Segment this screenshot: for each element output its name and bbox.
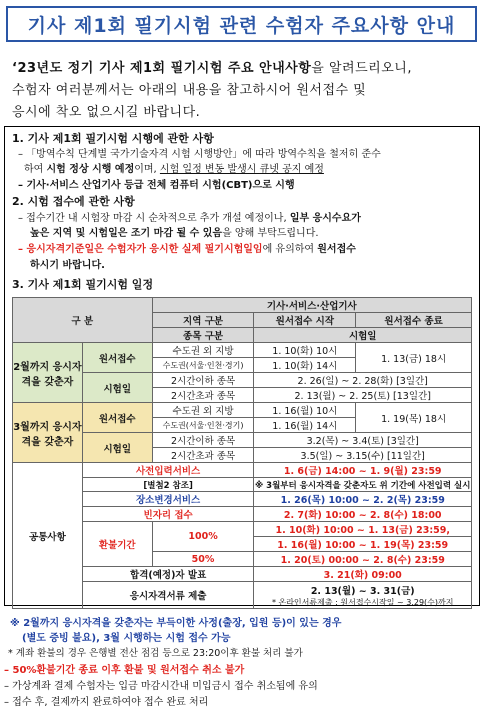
feb-under2: 2시간이하 종목 bbox=[152, 373, 254, 388]
pass-label: 합격(예정)자 발표 bbox=[82, 567, 254, 582]
mar-apply: 원서접수 bbox=[82, 403, 152, 433]
header-gubun: 구 분 bbox=[13, 298, 153, 343]
bottom-note1: ※ 2월까지 응시자격을 갖춘자는 부득이한 사정(출장, 입원 등)이 있는 경우 bbox=[10, 618, 342, 629]
mar-exam2: 3.5(일) ~ 3.15(수) [11일간] bbox=[254, 448, 472, 463]
header-end: 원서접수 종료 bbox=[356, 313, 472, 328]
mar-group: 3월까지 응시자격을 갖춘자 bbox=[13, 403, 83, 463]
section3-heading: 3. 기사 제1회 필기시험 일정 bbox=[12, 278, 154, 291]
mar-end: 1. 19(목) 18시 bbox=[356, 403, 472, 433]
section2-line3 bbox=[18, 240, 356, 255]
feb-region2: 수도권(서울·인천·경기) bbox=[152, 358, 254, 373]
docs-value: 2. 13(월) ~ 3. 31(금) bbox=[310, 585, 415, 597]
section1-line1: – 「방역수칙 단계별 국가기술자격 시험 시행방안」에 따라 방역수칙을 철저히 준수 bbox=[18, 149, 381, 160]
pre-label: 사전입력서비스 bbox=[82, 463, 254, 478]
change-value: 1. 26(목) 10:00 ~ 2. 2(목) 23:59 bbox=[254, 492, 472, 507]
intro-line3: 응시에 착오 없으시길 바랍니다. bbox=[12, 105, 201, 120]
bottom-note2: (별도 증빙 불요), 3월 시행하는 시험 접수 가능 bbox=[22, 633, 231, 644]
text: 이며, bbox=[134, 164, 160, 175]
bottom-note3: * 계좌 환불의 경우 은행별 전산 점검 등으로 23:20이후 환불 처리 불가 bbox=[8, 648, 303, 659]
mar-under2: 2시간이하 종목 bbox=[152, 433, 254, 448]
feb-start1: 1. 10(화) 10시 bbox=[254, 343, 356, 358]
pass-value: 3. 21(화) 09:00 bbox=[254, 567, 472, 582]
docs-label: 응시자격서류 제출 bbox=[82, 582, 254, 609]
text: 을 양해 부탁드립니다. bbox=[222, 228, 319, 239]
refund-label: 환불기간 bbox=[82, 522, 152, 567]
header-region: 지역 구분 bbox=[152, 313, 254, 328]
text-bold: 시험 정상 시행 예정 bbox=[46, 164, 135, 175]
text-bold: 높은 지역 및 시험일은 조기 마감 될 수 있음 bbox=[30, 228, 223, 239]
text: – 접수기간 내 시험장 마감 시 순차적으로 추가 개설 예정이나, bbox=[18, 213, 290, 224]
intro-lead: ‘23년도 정기 기사 제1회 필기시험 주요 안내사항 bbox=[12, 61, 312, 76]
section2-line2 bbox=[30, 224, 319, 239]
feb-region1: 수도권 외 지방 bbox=[152, 343, 254, 358]
feb-apply: 원서접수 bbox=[82, 343, 152, 373]
text-underline: 시험 일정 변동 발생시 큐넷 공지 예정 bbox=[159, 164, 324, 175]
section2-heading: 2. 시험 접수에 관한 사항 bbox=[12, 195, 135, 208]
intro-line2: 수험자 여러분께서는 아래의 내용을 참고하시어 원서접수 및 bbox=[12, 83, 367, 98]
header-exam: 시험일 bbox=[254, 328, 472, 343]
docs-note: * 온라인서류제출 : 원서접수시작일 ~ 3.29(수)까지 bbox=[271, 597, 454, 607]
refund-100-line2: 1. 16(월) 10:00 ~ 1. 19(목) 23:59 bbox=[254, 537, 472, 552]
intro-paragraph bbox=[12, 58, 478, 124]
common-label: 공통사항 bbox=[13, 463, 83, 609]
pre-value: 1. 6(금) 14:00 ~ 1. 9(월) 23:59 bbox=[254, 463, 472, 478]
bottom-note5: – 가상계좌 결제 수험자는 입금 마감시간내 미입금시 접수 취소됨에 유의 bbox=[4, 681, 318, 692]
header-top: 기사·서비스·산업기사 bbox=[152, 298, 471, 313]
page-title: 기사 제1회 필기시험 관련 수험자 주요사항 안내 bbox=[6, 6, 477, 42]
section2-line1 bbox=[18, 209, 361, 224]
feb-end: 1. 13(금) 18시 bbox=[356, 343, 472, 373]
change-label: 장소변경서비스 bbox=[82, 492, 254, 507]
section2-line4: 하시기 바랍니다. bbox=[30, 260, 105, 271]
vacancy-value: 2. 7(화) 10:00 ~ 2. 8(수) 18:00 bbox=[254, 507, 472, 522]
refund-50-value: 1. 20(토) 00:00 ~ 2. 8(수) 23:59 bbox=[254, 552, 472, 567]
vacancy-label: 빈자리 접수 bbox=[82, 507, 254, 522]
text-bold: 일부 응시수요가 bbox=[289, 213, 361, 224]
refund-100-pct: 100% bbox=[152, 522, 254, 552]
mar-region2: 수도권(서울·인천·경기) bbox=[152, 418, 254, 433]
pre-note: ※ 3월부터 응시자격을 갖춘자도 위 기간에 사전입력 실시 bbox=[254, 478, 472, 492]
bottom-note6: – 접수 후, 결제까지 완료하여야 접수 완료 처리 bbox=[4, 697, 209, 708]
mar-exam1: 3.2(목) ~ 3.4(토) [3일간] bbox=[254, 433, 472, 448]
mar-start1: 1. 16(월) 10시 bbox=[254, 403, 356, 418]
header-start: 원서접수 시작 bbox=[254, 313, 356, 328]
feb-start2: 1. 10(화) 14시 bbox=[254, 358, 356, 373]
feb-exam2: 2. 13(월) ~ 2. 25(토) [13일간] bbox=[254, 388, 472, 403]
header-jongmok: 종목 구분 bbox=[152, 328, 254, 343]
pre-sub: [별첨2 참조] bbox=[82, 478, 254, 492]
section1-heading: 1. 기사 제1회 필기시험 시행에 관한 사항 bbox=[12, 132, 214, 145]
mar-region1: 수도권 외 지방 bbox=[152, 403, 254, 418]
docs-cell bbox=[254, 582, 472, 609]
bottom-note4: – 50%환불기간 종료 이후 환불 및 원서접수 취소 불가 bbox=[4, 665, 245, 676]
text: 하여 bbox=[24, 164, 47, 175]
feb-exam1: 2. 26(일) ~ 2. 28(화) [3일간] bbox=[254, 373, 472, 388]
feb-over2: 2시간초과 종목 bbox=[152, 388, 254, 403]
mar-start2: 1. 16(월) 14시 bbox=[254, 418, 356, 433]
text-bold: 원서접수 bbox=[317, 244, 356, 255]
feb-examday: 시험일 bbox=[82, 373, 152, 403]
section1-line3: – 기사·서비스 산업기사 등급 전체 컴퓨터 시험(CBT)으로 시행 bbox=[18, 180, 295, 191]
text: 에 유의하여 bbox=[262, 244, 318, 255]
section1-line2 bbox=[24, 160, 324, 175]
refund-50-pct: 50% bbox=[152, 552, 254, 567]
schedule-table bbox=[12, 297, 472, 609]
mar-examday: 시험일 bbox=[82, 433, 152, 463]
feb-group: 2월까지 응시자격을 갖춘자 bbox=[13, 343, 83, 403]
text-red: – 응시자격기준일은 수험자가 응시한 실제 필기시험일임 bbox=[18, 244, 263, 255]
intro-rest: 을 알려드리오니, bbox=[311, 61, 412, 76]
refund-100-line1: 1. 10(화) 10:00 ~ 1. 13(금) 23:59, bbox=[254, 522, 472, 537]
mar-over2: 2시간초과 종목 bbox=[152, 448, 254, 463]
